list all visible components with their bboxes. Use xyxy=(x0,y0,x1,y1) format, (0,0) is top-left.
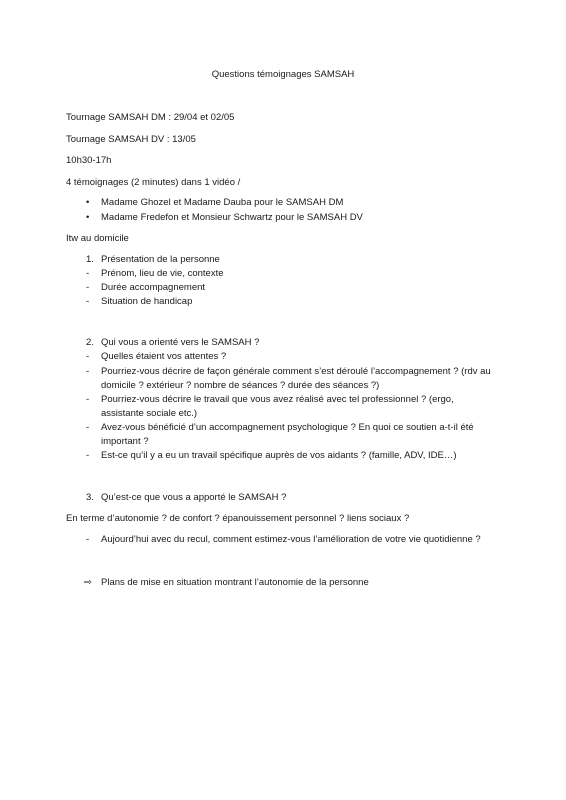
bullet-marker: • xyxy=(86,197,90,208)
document-title: Questions témoignages SAMSAH xyxy=(211,69,355,80)
right-arrow-icon: ⇨ xyxy=(84,577,92,588)
horaires-line: 10h30-17h xyxy=(66,155,112,166)
autonomie-line: En terme d’autonomie ? de confort ? épanouissement personnel ? liens sociaux ? xyxy=(66,513,410,524)
number-marker: 3. xyxy=(86,492,94,503)
dash-item-text: Est-ce qu’il y a eu un travail spécifique auprès de vos aidants ? (famille, ADV, IDE…) xyxy=(101,450,457,461)
number-marker: 1. xyxy=(86,254,94,265)
tournage-dm-line: Tournage SAMSAH DM : 29/04 et 02/05 xyxy=(66,112,235,123)
heading-text: Présentation de la personne xyxy=(101,254,220,265)
tournage-dv-line: Tournage SAMSAH DV : 13/05 xyxy=(66,134,196,145)
heading-text: Qui vous a orienté vers le SAMSAH ? xyxy=(101,337,260,348)
dash-item-text: assistante sociale etc.) xyxy=(101,408,198,419)
dash-marker: - xyxy=(86,422,90,433)
dash-item-text: Situation de handicap xyxy=(101,296,193,307)
dash-item-text: Quelles étaient vos attentes ? xyxy=(101,351,227,362)
dash-item-text: domicile ? extérieur ? nombre de séances ? durée des séances ?) xyxy=(101,380,380,391)
dash-marker: - xyxy=(86,366,90,377)
dash-item-text: important ? xyxy=(101,436,149,447)
dash-marker: - xyxy=(86,296,90,307)
dash-item-text: Prénom, lieu de vie, contexte xyxy=(101,268,224,279)
dash-marker: - xyxy=(86,268,90,279)
dash-item-text: Aujourd’hui avec du recul, comment estimez-vous l’amélioration de votre vie quotidienne ? xyxy=(101,534,481,545)
bullet-text: Madame Fredefon et Monsieur Schwartz pour le SAMSAH DV xyxy=(101,212,363,223)
heading-text: Qu’est-ce que vous a apporté le SAMSAH ? xyxy=(101,492,287,503)
itw-line: Itw au domicile xyxy=(66,233,129,244)
dash-marker: - xyxy=(86,450,90,461)
bullet-marker: • xyxy=(86,212,90,223)
bullet-text: Madame Ghozel et Madame Dauba pour le SAMSAH DM xyxy=(101,197,344,208)
temoignages-line: 4 témoignages (2 minutes) dans 1 vidéo / xyxy=(66,177,241,188)
dash-item-text: Pourriez-vous décrire le travail que vous avez réalisé avec tel professionnel ? (ergo, xyxy=(101,394,454,405)
number-marker: 2. xyxy=(86,337,94,348)
dash-marker: - xyxy=(86,534,90,545)
dash-item-text: Avez-vous bénéficié d’un accompagnement psychologique ? En quoi ce soutien a-t-il été xyxy=(101,422,474,433)
arrow-item-text: Plans de mise en situation montrant l’autonomie de la personne xyxy=(101,577,369,588)
dash-marker: - xyxy=(86,282,90,293)
dash-marker: - xyxy=(86,394,90,405)
dash-item-text: Pourriez-vous décrire de façon générale comment s’est déroulé l’accompagnement ? (rdv au xyxy=(101,366,491,377)
dash-item-text: Durée accompagnement xyxy=(101,282,206,293)
dash-marker: - xyxy=(86,351,90,362)
